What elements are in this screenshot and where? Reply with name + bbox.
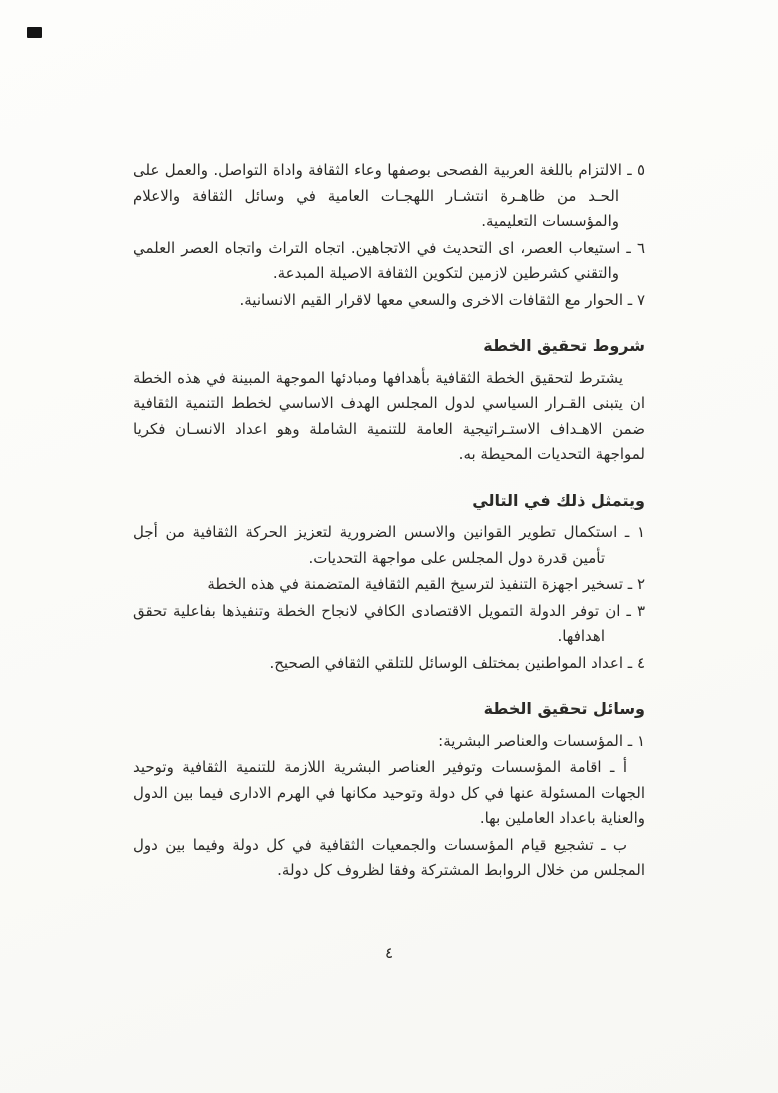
plan-conditions-paragraph: يشترط لتحقيق الخطة الثقافية بأهدافها ومبادئها الموجهة المبينة في هذه الخطة ان يتبنى القـرار السياسي لدول المجلس الهدف الاساسي لخطط التنمية الثقافية ضمن الاهـداف الاستـراتيجية العامة للتنمية الشاملة وهو اعداد الانسـان فكريا لمواجهة التحديات المحيطة به.	[133, 368, 645, 463]
list-item: ١ ـ المؤسسات والعناصر البشرية:	[438, 731, 645, 750]
document-body	[133, 158, 645, 885]
section-heading-plan-means: وسائل تحقيق الخطة	[483, 699, 645, 718]
list-item: ٣ ـ ان توفر الدولة التمويل الاقتصادى الكافي لانجاح الخطة وتنفيذها بفاعلية تحقق اهدافها.	[133, 601, 645, 645]
section-heading-plan-conditions: شروط تحقيق الخطة	[483, 336, 645, 355]
page-number: ٤	[384, 944, 394, 962]
list-item-6: ٦ ـ استيعاب العصر، اى التحديث في الاتجاهين. اتجاه التراث واتجاه العصر العلمي والتقني كشرطين لازمين لتكوين الثقافة الاصيلة المبدعة.	[133, 238, 645, 282]
sub-list-item-a: أ ـ اقامة المؤسسات وتوفير العناصر البشرية اللازمة للتنمية الثقافية وتوحيد الجهات المسئولة عنها في كل دولة وتوحيد مكانها في الهرم الادارى فيما بين الدول والعناية باعداد العاملين بها.	[133, 758, 645, 827]
section-heading-conditions-detail: ويتمثل ذلك في التالي	[472, 490, 645, 510]
conditions-detail-list	[133, 520, 645, 676]
scan-artifact-mark	[27, 27, 42, 38]
list-item-7: ٧ ـ الحوار مع الثقافات الاخرى والسعي معها لاقرار القيم الانسانية.	[239, 290, 645, 309]
plan-means-sub-list	[133, 755, 645, 884]
list-item: ١ ـ استكمال تطوير القوانين والاسس الضرورية لتعزيز الحركة الثقافية من أجل تأمين قدرة دول المجلس على مواجهة التحديات.	[133, 523, 645, 567]
sub-list-item-b: ب ـ تشجيع قيام المؤسسات والجمعيات الثقافية في كل دولة وفيما بين دول المجلس من خلال الروابط المشتركة وفقا لظروف كل دولة.	[133, 835, 645, 879]
list-item: ٢ ـ تسخير اجهزة التنفيذ لترسيخ القيم الثقافية المتضمنة في هذه الخطة	[207, 575, 645, 593]
plan-means-list	[133, 729, 645, 884]
list-item-5: ٥ ـ الالتزام باللغة العربية الفصحى بوصفها وعاء الثقافة واداة التواصل. والعمل على الحـد من ظاهـرة انتشـار اللهجـات العامية في وسائل الثقافة والاعلام والمؤسسات التعليمية.	[133, 161, 645, 230]
list-item: ٤ ـ اعداد المواطنين بمختلف الوسائل للتلقي الثقافي الصحيح.	[269, 653, 645, 672]
